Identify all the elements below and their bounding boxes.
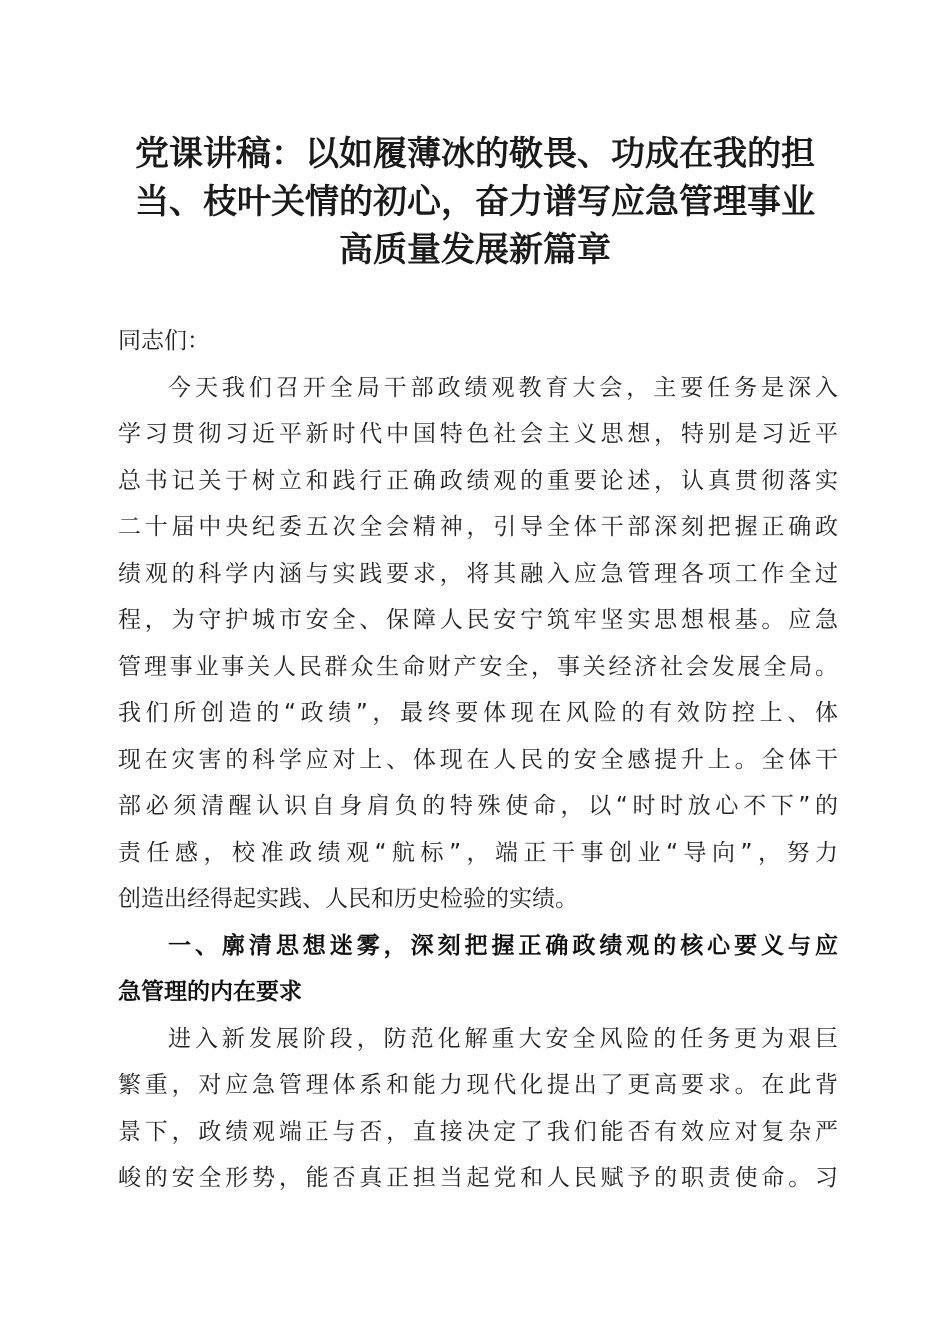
paragraph-line: 管理事业事关人民群众生命财产安全，事关经济社会发展全局。: [118, 653, 838, 680]
heading-line: 一、廓清思想迷雾，深刻把握正确政绩观的核心要义与应: [168, 932, 838, 959]
paragraph-line: 峻的安全形势，能否真正担当起党和人民赋予的职责使命。习: [118, 1165, 838, 1191]
paragraph-line: 绩观的科学内涵与实践要求，将其融入应急管理各项工作全过: [118, 560, 838, 587]
title-line: 党课讲稿：以如履薄冰的敬畏、功成在我的担: [135, 134, 815, 174]
paragraph-line: 景下，政绩观端正与否，直接决定了我们能否有效应对复杂严: [118, 1118, 838, 1145]
section-heading-1: [118, 923, 838, 1016]
paragraph-line: 总书记关于树立和践行正确政绩观的重要论述，认真贯彻落实: [118, 467, 838, 494]
paragraph-line: 现在灾害的科学应对上、体现在人民的安全感提升上。全体干: [118, 746, 838, 773]
paragraph-line: 程，为守护城市安全、保障人民安宁筑牢坚实思想根基。应急: [118, 607, 838, 633]
paragraph-section-1: [118, 1016, 838, 1202]
paragraph-line: 进入新发展阶段，防范化解重大安全风险的任务更为艰巨: [168, 1025, 838, 1052]
paragraph-line: 创造出经得起实践、人民和历史检验的实绩。: [118, 886, 578, 912]
paragraph-line: 今天我们召开全局干部政绩观教育大会，主要任务是深入: [168, 374, 838, 401]
title-line: 高质量发展新篇章: [339, 230, 611, 270]
paragraph-line: 二十届中央纪委五次全会精神，引导全体干部深刻把握正确政: [118, 514, 838, 540]
paragraph-line: 责任感，校准政绩观“航标”，端正干事创业“导向”，努力: [118, 839, 838, 866]
paragraph-line: 部必须清醒认识自身肩负的特殊使命，以“时时放心不下”的: [118, 793, 838, 819]
heading-line: 急管理的内在要求: [118, 979, 302, 1005]
salutation: 同志们：: [118, 328, 210, 354]
title-line: 当、枝叶关情的初心，奋力谱写应急管理事业: [135, 182, 815, 222]
paragraph-intro: [118, 365, 838, 923]
paragraph-line: 我们所创造的“政绩”，最终要体现在风险的有效防控上、体: [118, 700, 838, 726]
document-body: [118, 318, 838, 1202]
paragraph-line: 学习贯彻习近平新时代中国特色社会主义思想，特别是习近平: [118, 421, 838, 447]
paragraph-line: 繁重，对应急管理体系和能力现代化提出了更高要求。在此背: [118, 1072, 838, 1098]
document-title: [110, 130, 840, 274]
